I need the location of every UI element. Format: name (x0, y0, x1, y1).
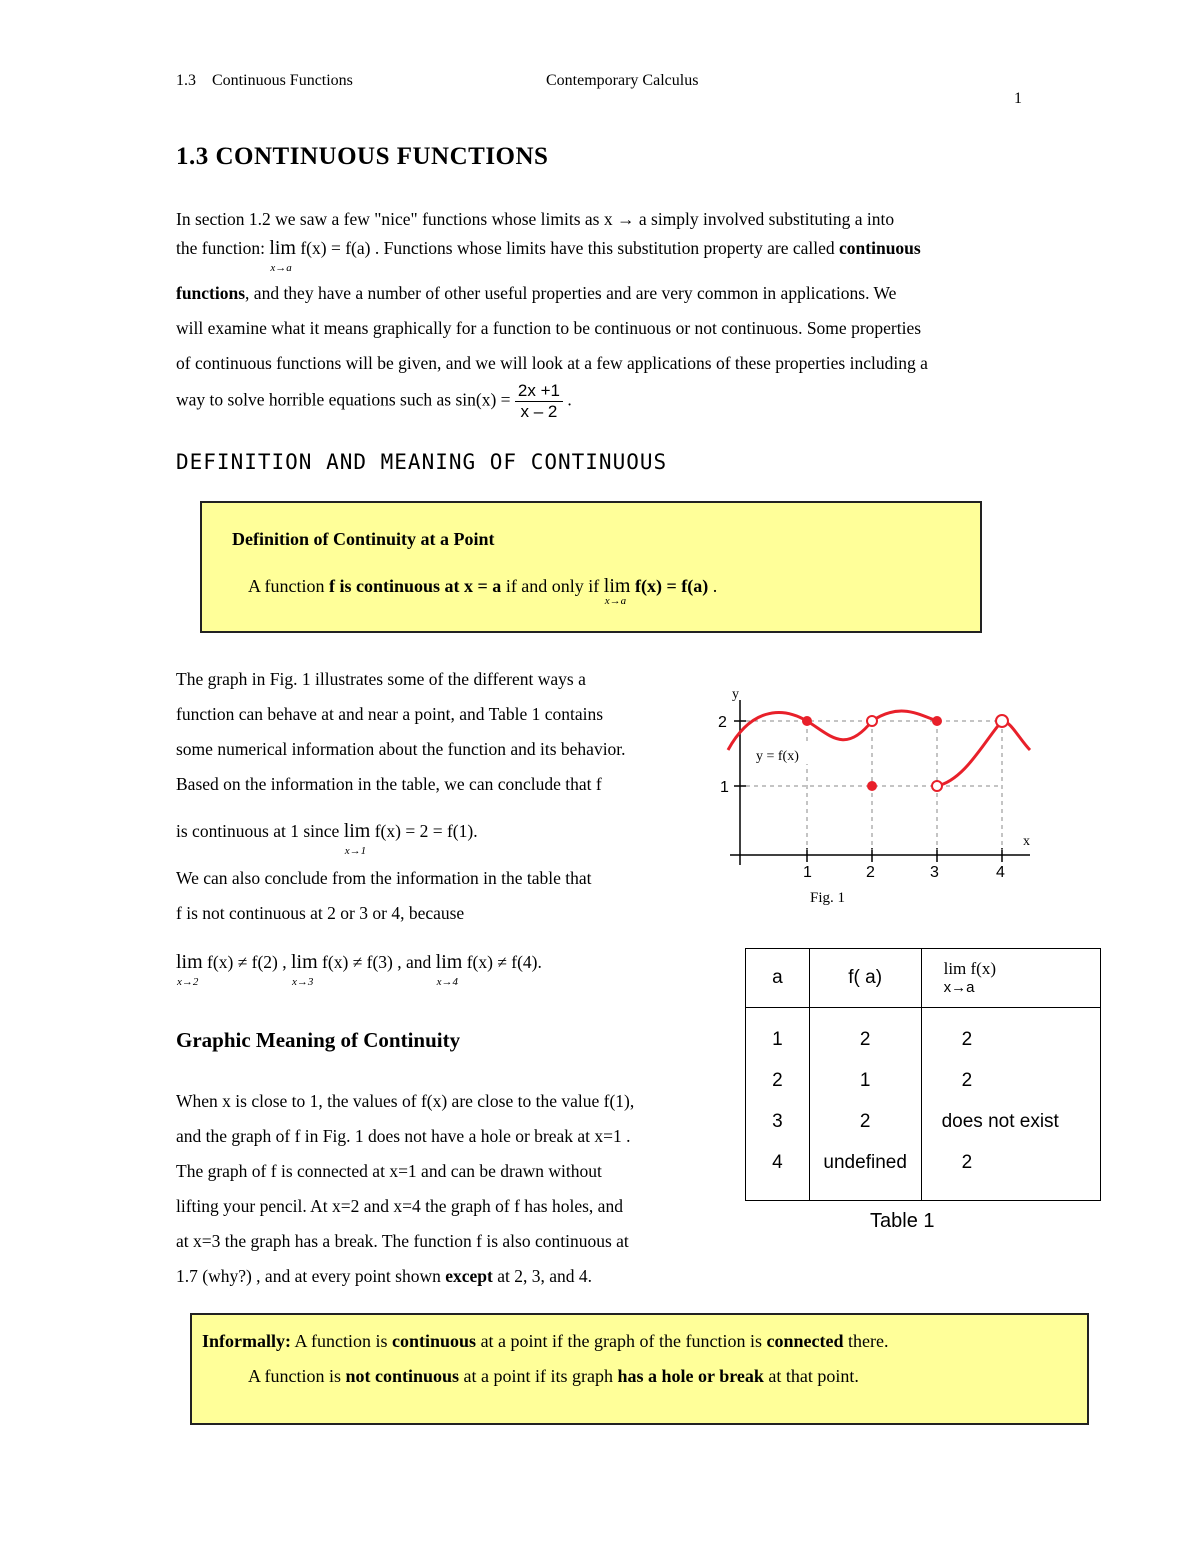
definition-title: Definition of Continuity at a Point (232, 529, 495, 549)
table-row: 1 2 2 (746, 1008, 1101, 1061)
figure-1 (700, 680, 1050, 915)
table-header-fa: f( a) (809, 949, 921, 1008)
y-axis-label: y (732, 687, 739, 702)
intro-paragraph: In section 1.2 we saw a few "nice" functions whose limits as x → a simply involved substituting a into the function: lim x→a f(x) = f(a) . Functions whose limits have this substitution property are called continuous functions, and they have a number of other useful properties and are very common in applications. We will examine what it means graphically for a function to be continuous or not continuous. Some properties of continuous functions will be given, and we will look at a few applications of these properties including a way to solve horrible equations such as sin(x) = $\frac{2x +1}{x - 2}$ . (176, 209, 928, 421)
curve-segment-2 (872, 711, 937, 721)
table-row: 3 2 does not exist (746, 1101, 1101, 1142)
graphic-paragraph: When x is close to 1, the values of f(x) are close to the value f(1), and the graph of f in Fig. 1 does not have a hole or break at x=1 . The graph of f is connected at x=1 and can be drawn without lifting your pencil. At x=2 and x=4 the graph of f has holes, and at x=3 the graph has a break. The function f is also continuous at 1.7 (why?) , and at every point shown except at 2, 3, and 4. (176, 1091, 635, 1286)
header-section: 1.3 Continuous Functions (176, 72, 353, 89)
fraction: $\frac{2x +1}{x - 2}$ (515, 381, 563, 422)
x-tick-label-2: 2 (866, 864, 875, 881)
limit-expr: lim x→a (269, 237, 296, 274)
x-tick-label-4: 4 (996, 864, 1005, 881)
page-number: 1 (1014, 90, 1022, 107)
function-label: y = f(x) (756, 749, 799, 764)
point-filled-x2 (867, 781, 877, 791)
page-title: 1.3 CONTINUOUS FUNCTIONS (176, 143, 549, 170)
figure-caption: Fig. 1 (810, 890, 846, 906)
table-caption: Table 1 (870, 1210, 935, 1232)
x-tick-label-3: 3 (930, 864, 939, 881)
point-filled-x3 (932, 716, 942, 726)
definition-box (200, 501, 982, 633)
definition-text: A function f is continuous at x = a if and only if lim x→a f(x) = f(a) . (248, 575, 718, 607)
table-header-a: a (746, 949, 810, 1008)
point-hole-x3 (932, 781, 942, 791)
table-row: 4 undefined 2 (746, 1142, 1101, 1201)
table-1 (745, 948, 1101, 1201)
curve-segment-3 (937, 721, 1030, 786)
point-hole-x4 (996, 715, 1008, 727)
point-filled-x1 (802, 716, 812, 726)
subheading: Graphic Meaning of Continuity (176, 1028, 461, 1052)
figure-paragraph: The graph in Fig. 1 illustrates some of the different ways a function can behave at and near a point, and Table 1 contains some numerical information about the function and its behavior. Based on the information in the table, we can conclude that f is continuous at 1 since lim x→1 f(x) = 2 = f(1). We can also conclude from the information in the table that f is not continuous at 2 or 3 or 4, because lim x→2 f(x) ≠ f(2) , lim x→3 f(x) ≠ f(3) , and lim x→4 f(x) ≠ f(4). (176, 669, 626, 988)
informal-box (190, 1313, 1089, 1425)
table-row: 2 1 2 (746, 1060, 1101, 1101)
point-hole-x2 (867, 716, 877, 726)
header-book: Contemporary Calculus (546, 72, 699, 89)
y-tick-label-2: 2 (718, 714, 727, 731)
table-header-lim: lim f(x) x→a (921, 949, 1100, 1008)
y-tick-label-1: 1 (720, 779, 729, 796)
informal-line-1: Informally: A function is continuous at a point if the graph of the function is connected there. (202, 1331, 889, 1351)
x-tick-label-1: 1 (803, 864, 812, 881)
x-axis-label: x (1023, 834, 1030, 849)
section-heading: DEFINITION AND MEANING OF CONTINUOUS (176, 450, 668, 474)
informal-line-2: A function is not continuous at a point if its graph has a hole or break at that point. (248, 1366, 859, 1386)
